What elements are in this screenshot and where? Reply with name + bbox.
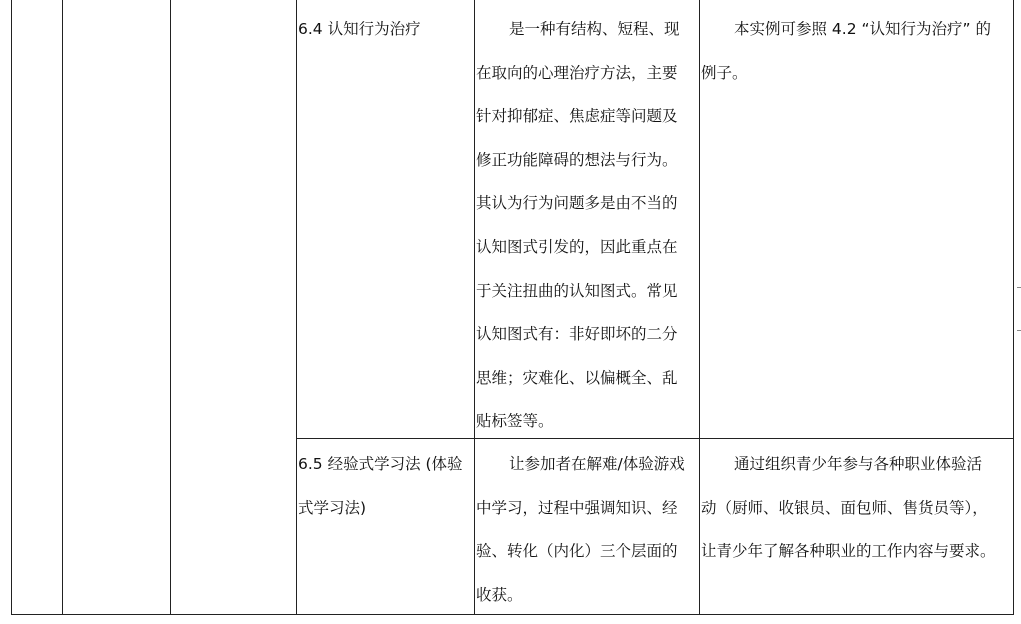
row-2-description bbox=[476, 443, 698, 617]
row-1-method-title-line: 6.4 认知行为治疗 bbox=[298, 20, 421, 38]
row-2-method-title bbox=[298, 443, 474, 530]
row-2-description-line: 收获。 bbox=[476, 585, 523, 604]
row-1-description-line: 其认为行为问题多是由不当的 bbox=[476, 194, 678, 213]
column-divider-3 bbox=[296, 0, 297, 615]
row-2-description-line: 让参加者在解难/体验游戏 bbox=[509, 455, 685, 473]
row-2-example-line: 动（厨师、收银员、面包师、售货员等）， bbox=[701, 498, 988, 517]
column-divider-4 bbox=[474, 0, 475, 615]
row-1-method-title bbox=[298, 8, 474, 52]
row-1-example-line: 例子。 bbox=[701, 63, 748, 82]
edge-mark bbox=[1017, 287, 1021, 288]
column-divider-5 bbox=[699, 0, 700, 615]
row-1-description-line: 在取向的心理治疗方法，主要 bbox=[476, 63, 678, 82]
row-1-example-line: 本实例可参照 4.2 “认知行为治疗” 的 bbox=[734, 20, 991, 38]
row-1-description-line: 于关注扭曲的认知图式。常见 bbox=[476, 281, 678, 300]
row-2-description-line: 中学习，过程中强调知识、经 bbox=[476, 498, 678, 517]
column-divider-1 bbox=[62, 0, 63, 615]
row-2-method-title-line: 式学习法) bbox=[298, 498, 367, 517]
edge-mark bbox=[1017, 330, 1021, 331]
row-2-example-line: 通过组织青少年参与各种职业体验活 bbox=[734, 455, 983, 473]
row-1-description-line: 修正功能障碍的想法与行为。 bbox=[476, 150, 678, 169]
row-1-description-line: 思维；灾难化、以偏概全、乱 bbox=[476, 368, 678, 387]
row-1-description bbox=[476, 8, 698, 444]
row-1-description-line: 认知图式引发的，因此重点在 bbox=[476, 237, 678, 256]
row-1-description-line: 针对抑郁症、焦虑症等问题及 bbox=[476, 107, 678, 126]
row-1-description-line: 认知图式有：非好即坏的二分 bbox=[476, 325, 678, 344]
row-2-example-line: 让青少年了解各种职业的工作内容与要求。 bbox=[701, 542, 996, 561]
row-2-example bbox=[701, 443, 1012, 574]
row-2-description-line: 验、转化（内化）三个层面的 bbox=[476, 542, 678, 561]
row-1-example bbox=[701, 8, 1012, 95]
table-border-left bbox=[11, 0, 12, 615]
row-1-description-line: 贴标签等。 bbox=[476, 412, 554, 431]
column-divider-2 bbox=[170, 0, 171, 615]
row-1-description-line: 是一种有结构、短程、现 bbox=[509, 20, 680, 38]
table-border-right bbox=[1013, 0, 1014, 615]
row-2-method-title-line: 6.5 经验式学习法 (体验 bbox=[298, 455, 463, 473]
